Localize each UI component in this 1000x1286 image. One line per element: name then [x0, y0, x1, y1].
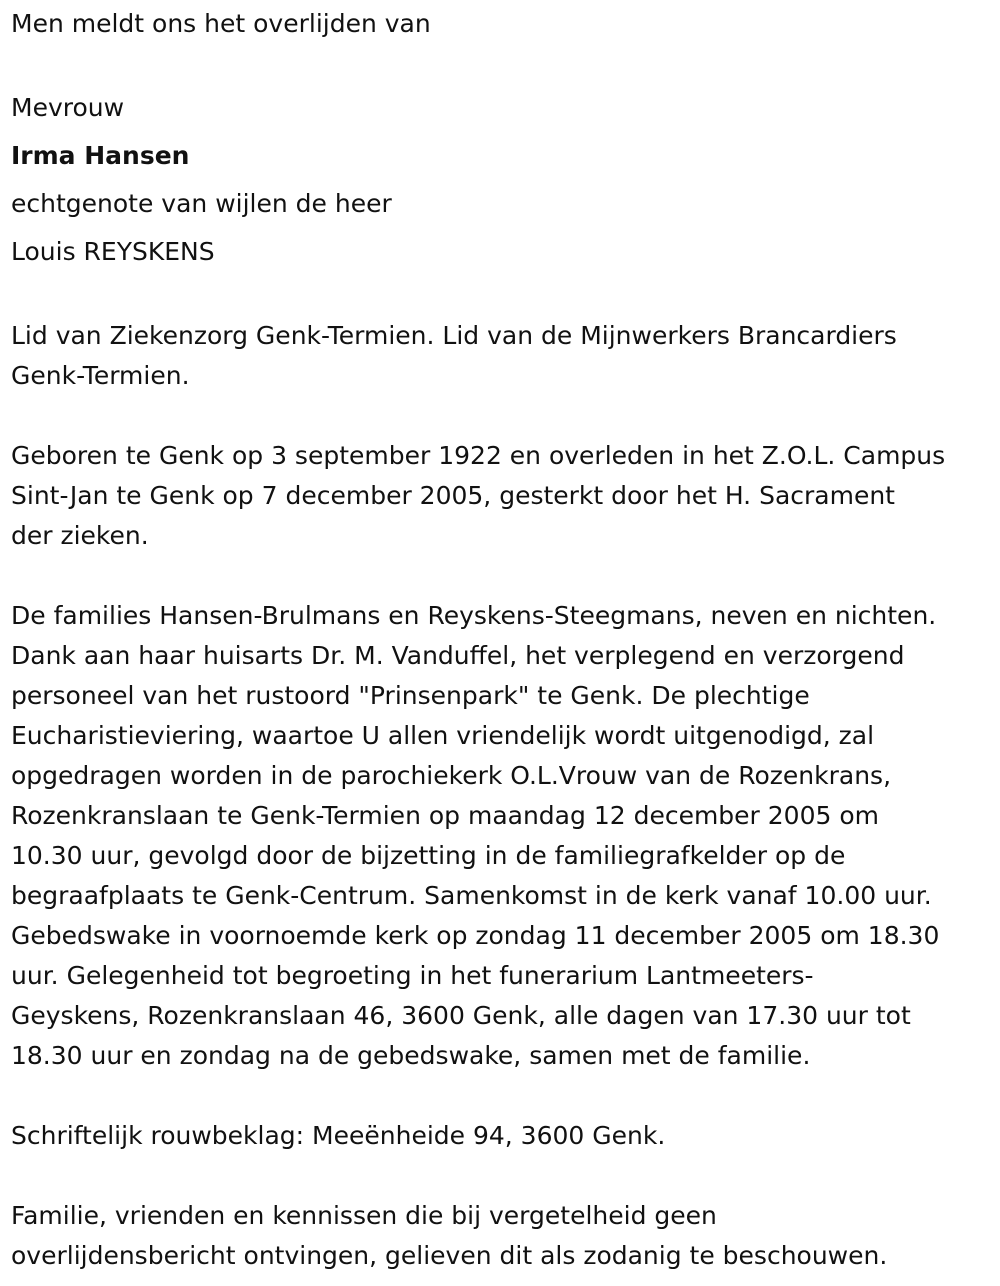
- details-paragraph: [11, 596, 990, 1076]
- details-line: Dank aan haar huisarts Dr. M. Vanduffel, het verplegend en verzorgend: [11, 641, 905, 670]
- birth-death-line: Geboren te Genk op 3 september 1922 en overleden in het Z.O.L. Campus: [11, 441, 946, 470]
- membership-paragraph: [11, 316, 990, 396]
- birth-death-line: Sint-Jan te Genk op 7 december 2005, gesterkt door het H. Sacrament: [11, 481, 895, 510]
- details-line: uur. Gelegenheid tot begroeting in het funerarium Lantmeeters-: [11, 961, 814, 990]
- details-line: Geyskens, Rozenkranslaan 46, 3600 Genk, alle dagen van 17.30 uur tot: [11, 1001, 911, 1030]
- deceased-name: Irma Hansen: [11, 141, 190, 170]
- spacer: [11, 1156, 990, 1196]
- details-line: 10.30 uur, gevolgd door de bijzetting in de familiegrafkelder op de: [11, 841, 846, 870]
- spacer: [11, 556, 990, 596]
- birth-death-paragraph: [11, 436, 990, 556]
- birth-death-line: der zieken.: [11, 521, 149, 550]
- spacer: [11, 396, 990, 436]
- details-line: Rozenkranslaan te Genk-Termien op maandag 12 december 2005 om: [11, 801, 879, 830]
- spacer: [11, 44, 990, 84]
- spouse-name: Louis REYSKENS: [11, 237, 215, 266]
- closing-paragraph: [11, 1196, 990, 1276]
- details-line: begraafplaats te Genk-Centrum. Samenkomst in de kerk vanaf 10.00 uur.: [11, 881, 932, 910]
- spacer: [11, 276, 990, 316]
- relation-text: echtgenote van wijlen de heer: [11, 189, 392, 218]
- details-line: opgedragen worden in de parochiekerk O.L.Vrouw van de Rozenkrans,: [11, 761, 892, 790]
- spacer: [11, 1076, 990, 1116]
- details-line: personeel van het rustoord "Prinsenpark" te Genk. De plechtige: [11, 681, 810, 710]
- closing-line: overlijdensbericht ontvingen, gelieven dit als zodanig te beschouwen.: [11, 1241, 888, 1270]
- details-line: 18.30 uur en zondag na de gebedswake, samen met de familie.: [11, 1041, 811, 1070]
- details-line: Gebedswake in voornoemde kerk op zondag 11 december 2005 om 18.30: [11, 921, 940, 950]
- salutation: Mevrouw: [11, 93, 125, 122]
- details-line: Eucharistieviering, waartoe U allen vriendelijk wordt uitgenodigd, zal: [11, 721, 875, 750]
- condolences-address: Schriftelijk rouwbeklag: Meeënheide 94, 3600 Genk.: [11, 1121, 666, 1150]
- membership-line: Lid van Ziekenzorg Genk-Termien. Lid van de Mijnwerkers Brancardiers: [11, 321, 897, 350]
- closing-line: Familie, vrienden en kennissen die bij vergetelheid geen: [11, 1201, 717, 1230]
- details-line: De families Hansen-Brulmans en Reyskens-Steegmans, neven en nichten.: [11, 601, 937, 630]
- membership-line: Genk-Termien.: [11, 361, 190, 390]
- intro-text: Men meldt ons het overlijden van: [11, 9, 431, 38]
